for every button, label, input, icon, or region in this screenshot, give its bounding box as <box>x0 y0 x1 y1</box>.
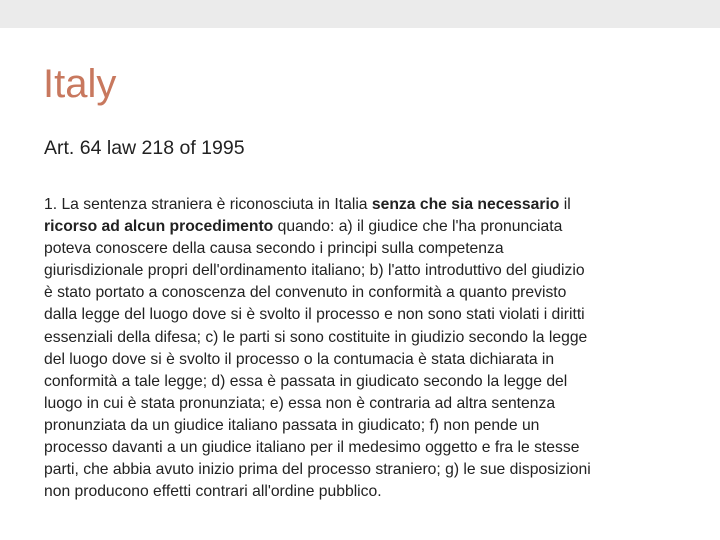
paragraph-line: del luogo dove si è svolto il processo o la contumacia è stata dichiarata in <box>44 350 555 368</box>
paragraph-line: pronunziata da un giudice italiano passata in giudicato; f) non pende un <box>44 416 540 434</box>
paragraph-line: processo davanti a un giudice italiano per il medesimo oggetto e fra le stesse <box>44 439 580 457</box>
emphasis-text: senza che sia necessario <box>371 196 560 213</box>
paragraph-line: dalla legge del luogo dove si è svolto il processo e non sono stati violati i diritti <box>44 306 585 324</box>
paragraph-line: giurisdizionale propri dell'ordinamento italiano; b) l'atto introduttivo del giudizio <box>44 262 585 280</box>
top-band <box>0 0 720 28</box>
paragraph-intro: 1. La sentenza straniera è riconosciuta in Italia <box>44 196 372 213</box>
paragraph-line: non producono effetti contrari all'ordine pubblico. <box>44 483 382 501</box>
paragraph-text: il <box>559 196 571 213</box>
paragraph-line: luogo in cui è stata pronunziata; e) essa non è contraria ad altra sentenza <box>44 394 556 412</box>
paragraph-line: parti, che abbia avuto inizio prima del processo straniero; g) le sue disposizioni <box>44 461 591 479</box>
paragraph-line <box>44 216 684 238</box>
slide-subtitle: Art. 64 law 218 of 1995 <box>44 137 245 159</box>
paragraph-line: conformità a tale legge; d) essa è passata in giudicato secondo la legge del <box>44 372 568 390</box>
emphasis-text: ricorso ad alcun procedimento <box>44 218 274 236</box>
paragraph-line: essenziali della difesa; c) le parti si sono costituite in giudizio secondo la legge <box>44 328 588 346</box>
paragraph-text: quando: a) il giudice che l'ha pronunciata <box>273 218 563 236</box>
slide-title: Italy <box>43 62 117 106</box>
article-paragraph <box>44 194 684 503</box>
paragraph-line: poteva conoscere della causa secondo i principi sulla competenza <box>44 240 504 258</box>
paragraph-line <box>44 194 684 216</box>
paragraph-line: è stato portato a conoscenza del convenuto in conformità a quanto previsto <box>44 284 567 302</box>
